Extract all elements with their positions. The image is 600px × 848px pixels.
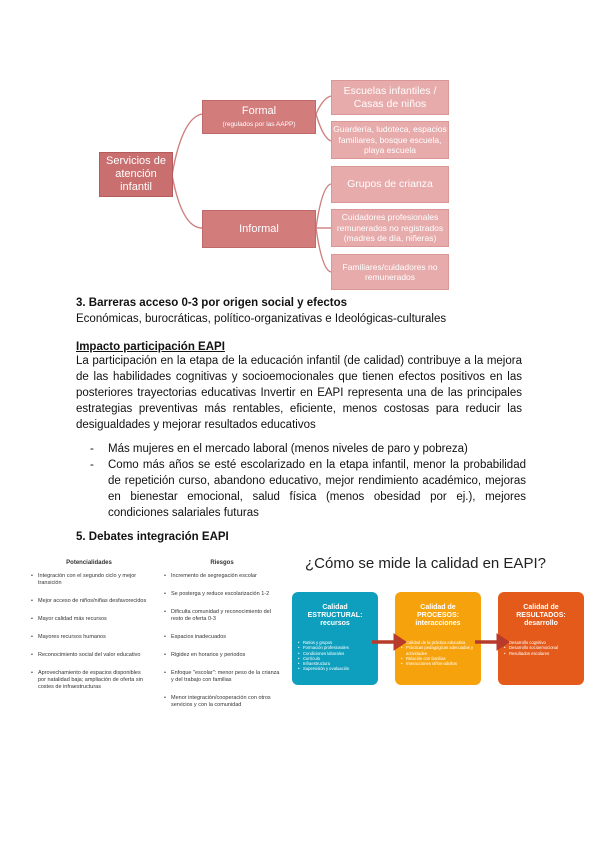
bullet-text: Como más años se esté escolarizado en la etapa infantil, menor la probabilidad de repetición curso, abandono educativo, mejor rendimiento académico, mejoras en bienestar emocional, salud física (menos obesidad por ej.), mejores condiciones salariales futuras bbox=[108, 459, 526, 519]
list-item: • Se posterga y reduce escolarización 1-2 bbox=[163, 591, 281, 598]
list-item: • Condiciones laborales bbox=[298, 651, 372, 656]
list-item: • Desarrollo cognitivo bbox=[504, 640, 578, 645]
section-3-subtitle: Económicas, burocráticas, político-organizativas e Ideológicas-culturales bbox=[76, 313, 447, 325]
formal-sublabel: (regulados por las AAPP) bbox=[222, 121, 296, 128]
potencialidades-column bbox=[30, 560, 148, 691]
list-item: • Espacios inadecuados bbox=[163, 634, 281, 641]
leaf-label: Guardería, ludoteca, espacios familiares, bosque escuela, playa escuela bbox=[333, 124, 447, 156]
leaf-label: Familiares/cuidadores no remunerados bbox=[342, 261, 438, 282]
list-item bbox=[90, 441, 526, 457]
list-item: • Dificulta comunidad y reconocimiento del resto de oferta 0-3 bbox=[163, 609, 281, 623]
list-item: • Relación con familias bbox=[401, 656, 475, 661]
bullet-text: Más mujeres en el mercado laboral (menos niveles de paro y pobreza) bbox=[108, 443, 468, 455]
list-item: • Supervisión y evaluación bbox=[298, 666, 372, 671]
impact-bullet-list bbox=[90, 441, 526, 521]
riesgos-column bbox=[163, 560, 281, 709]
list-item: • Integración con el segundo ciclo y mejor transición bbox=[30, 573, 148, 587]
list-item: • Interacciones niños-adultos bbox=[401, 661, 475, 666]
list-item: • Mayores recursos humanos bbox=[30, 634, 148, 641]
list-item: • Ratios y grupos bbox=[298, 640, 372, 645]
bullet-dash: - bbox=[90, 459, 94, 471]
list-item: • Desarrollo socioemocional bbox=[504, 645, 578, 650]
quality-box-structural bbox=[292, 592, 378, 685]
impact-paragraph: La participación en la etapa de la educación infantil (de calidad) contribuye a la mejora de las habilidades cognitivas y socioemocionales que tienen efectos positivos en las posteriores trayectorias educativas Invertir en EAPI representa una de las principales estrategias preventivas más rentables, eficiente, menos costosas para reducir las desigualdades y mejorar resultados educativos bbox=[76, 355, 522, 431]
tree-connectors bbox=[0, 0, 600, 300]
list-item: • Menor integración/cooperación con otros servicios y con la comunidad bbox=[163, 695, 281, 709]
list-item: • Enfoque "escolar": menor peso de la crianza y del trabajo con familias bbox=[163, 670, 281, 684]
section-3-heading: 3. Barreras acceso 0-3 por origen social y efectos bbox=[76, 297, 348, 309]
leaf-cuidadores-profesionales bbox=[331, 209, 449, 247]
list-item: • Infraestructura bbox=[298, 661, 372, 666]
list-item: • Currículo bbox=[298, 656, 372, 661]
list-item bbox=[90, 457, 526, 521]
list-item: • Resultados escolares bbox=[504, 651, 578, 656]
leaf-label: Escuelas infantiles / Casas de niños bbox=[343, 84, 437, 110]
formal-label: Formal bbox=[241, 105, 277, 117]
diagram-root-label: Servicios de atención infantil bbox=[106, 155, 166, 193]
quality-box-title: Calidad ESTRUCTURAL: recursos bbox=[307, 604, 363, 627]
list-item: • Mejor acceso de niños/niñas desfavorecidos bbox=[30, 598, 148, 605]
list-item: • Reconocimiento social del valor educativo bbox=[30, 652, 148, 659]
leaf-guarderia bbox=[331, 121, 449, 159]
leaf-label: Grupos de crianza bbox=[347, 178, 433, 190]
leaf-label: Cuidadores profesionales remunerados no registrados (madres de día, niñeras) bbox=[336, 212, 444, 244]
riesgos-header: Riesgos bbox=[210, 560, 234, 566]
list-item: • Mayor calidad más recursos bbox=[30, 616, 148, 623]
quality-title: ¿Cómo se mide la calidad en EAPI? bbox=[305, 555, 546, 572]
quality-box-title: Calidad de RESULTADOS: desarrollo bbox=[516, 604, 566, 627]
impact-heading: Impacto participación EAPI bbox=[76, 341, 225, 353]
diagram-formal-node bbox=[202, 100, 316, 134]
leaf-grupos-crianza bbox=[331, 166, 449, 203]
leaf-escuelas-infantiles bbox=[331, 80, 449, 115]
diagram-root-node bbox=[99, 152, 173, 197]
list-item: • Calidad de la práctica educativa bbox=[401, 640, 475, 645]
arrow-right-icon bbox=[370, 630, 410, 654]
list-item: • Prácticas pedagógicas adecuadas y actividades bbox=[401, 645, 475, 656]
list-item: • Formación profesionales bbox=[298, 645, 372, 650]
bullet-dash: - bbox=[90, 443, 94, 455]
arrow-right-icon bbox=[473, 630, 513, 654]
informal-label: Informal bbox=[239, 222, 279, 235]
list-item: • Incremento de segregación escolar bbox=[163, 573, 281, 580]
leaf-familiares bbox=[331, 254, 449, 290]
diagram-informal-node bbox=[202, 210, 316, 248]
section-5-heading: 5. Debates integración EAPI bbox=[76, 531, 229, 543]
list-item: • Aprovechamiento de espacios disponibles por natalidad baja; ampliación de oferta sin costes de infraestructuras bbox=[30, 670, 148, 691]
potencialidades-header: Potencialidades bbox=[66, 560, 112, 566]
list-item: • Rigidez en horarios y periodos bbox=[163, 652, 281, 659]
quality-box-title: Calidad de PROCESOS: interacciones bbox=[415, 604, 461, 627]
